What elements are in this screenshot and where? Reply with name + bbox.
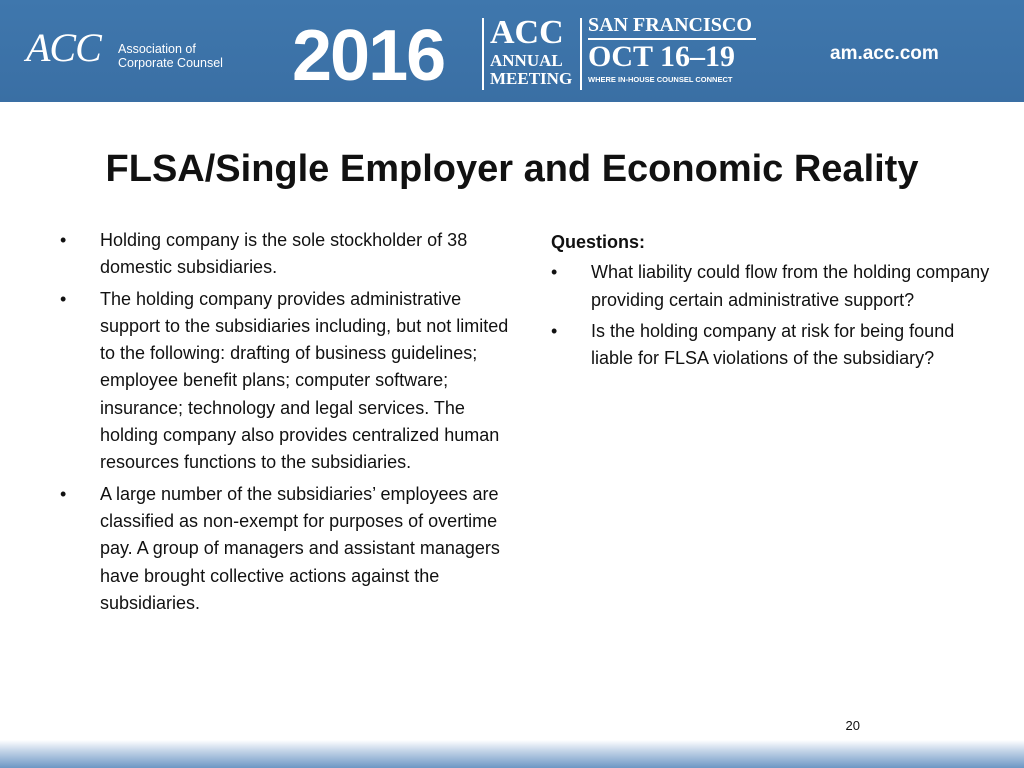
event-annual-meeting [490, 52, 572, 88]
bullet-text: The holding company provides administrative support to the subsidiaries including, but not limited to the following: drafting of business guidelines; employee benefit plans; computer software; insurance; technology and legal services. The holding company also provides centralized human resources functions to the subsidiaries. [100, 288, 509, 473]
list-item [551, 318, 991, 373]
page-number: 20 [845, 718, 860, 733]
site-url: am.acc.com [830, 43, 939, 64]
question-bullet-list [551, 259, 991, 372]
bullet-icon: • [551, 320, 558, 341]
org-name-line2: Corporate Counsel [118, 56, 223, 70]
event-acc: ACC [490, 14, 564, 51]
right-column [551, 229, 991, 376]
bullet-text: A large number of the subsidiaries’ employees are classified as non-exempt for purposes of overtime pay. A group of managers and assistant managers have brought collective actions against the subsidiaries. [100, 483, 500, 613]
acc-logo-mark: ACC [26, 25, 101, 70]
question-text: What liability could flow from the holding company providing certain administrative support? [591, 262, 990, 310]
bullet-icon: • [60, 483, 67, 504]
list-item [60, 286, 510, 477]
event-annual: ANNUAL [490, 51, 563, 70]
bullet-icon: • [60, 230, 67, 250]
left-column [60, 227, 510, 621]
left-bullet-list [60, 227, 510, 617]
footer-bar [0, 740, 1024, 768]
event-tagline: WHERE IN-HOUSE COUNSEL CONNECT [588, 75, 733, 84]
event-year: 2016 [292, 16, 445, 96]
bullet-icon: • [60, 288, 67, 309]
bullet-icon: • [551, 262, 558, 283]
questions-heading: Questions: [551, 232, 646, 252]
acc-logo [26, 24, 226, 76]
slide-title: FLSA/Single Employer and Economic Reality [105, 148, 919, 190]
list-item [60, 481, 510, 617]
event-divider [482, 18, 484, 90]
event-dates: OCT 16–19 [588, 40, 735, 73]
annual-meeting-logo [292, 12, 762, 96]
event-divider [580, 18, 582, 90]
question-text: Is the holding company at risk for being found liable for FLSA violations of the subsidiary? [591, 320, 955, 369]
org-name [118, 42, 223, 70]
event-meeting: MEETING [490, 69, 573, 88]
header-banner [0, 0, 1024, 102]
event-city: SAN FRANCISCO [588, 14, 752, 36]
bullet-text: Holding company is the sole stockholder of 38 domestic subsidiaries. [100, 230, 468, 278]
org-name-line1: Association of [118, 42, 196, 56]
list-item [551, 259, 991, 314]
list-item [60, 227, 510, 282]
